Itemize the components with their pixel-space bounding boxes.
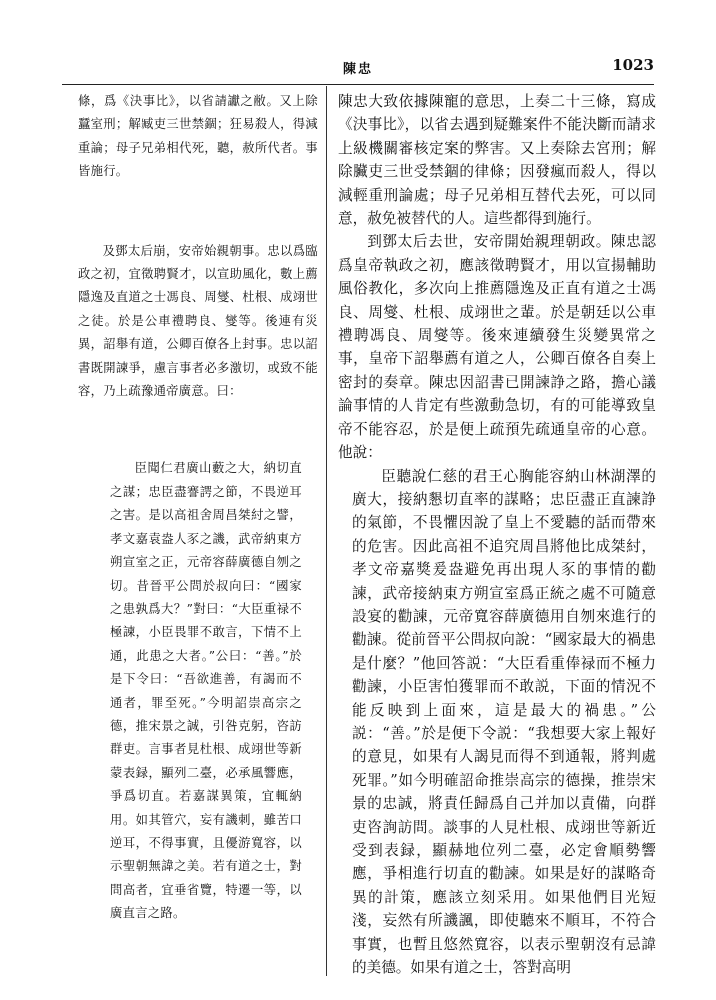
left-paragraph-1: 條，爲《決事比》，以省請讞之敝。又上除蠶室刑；解臧吏三世禁錮；狂易殺人，得減重論；母子兄弟相代死，聽，赦所代者。事皆施行。	[78, 94, 318, 179]
page-title: 陳忠	[342, 62, 373, 77]
header-rule	[62, 84, 654, 85]
left-column-classical-text	[78, 90, 318, 926]
left-paragraph-2: 及鄧太后崩，安帝始親朝事。忠以爲臨政之初，宜徵聘賢才，以宣助風化，數上薦隱逸及直道之士馮良、周燮、杜根、成翊世之徒。於是公車禮聘良、燮等。後連有災異，詔舉有道，公卿百僚各上封事。忠以詔書既開諫爭，慮言事者必多激切，或致不能容，乃上疏豫通帝廣意。曰：	[78, 243, 318, 399]
right-memorial-quote: 臣聽說仁慈的君王心胸能容納山林湖澤的廣大，接納懇切直率的謀略；忠臣盡正直諫諍的氣節，不畏懼因說了皇上不愛聽的話而帶來的危害。因此高祖不追究周昌將他比成桀紂，孝文帝嘉獎爰盎避免再出現人豕的事情的勸諫，武帝接納東方朔宣室爲正統之處不可隨意設宴的勸諫，元帝寬容薛廣德用自刎來進行的勸諫。從前晉平公問叔向說：“國家最大的禍患是什麼？”他回答説：“大臣看重俸禄而不極力勸諫，小臣害怕獲罪而不敢説，下面的情況不能反映到上面來，這是最大的禍患。”公説：“善。”於是便下令説：“我想要大家上報好的意見，如果有人謁見而得不到通報，將判處死罪。”如今明確詔命推崇高宗的德操，推崇宋景的忠誠，將責任歸爲自己并加以責備，向群吏咨詢訪問。談事的人見杜根、成翊世等新近受到表録，顯赫地位列二臺，必定會順勢響應，爭相進行切直的勸諫。如果是好的謀略奇異的計策，應該立刻采用。如果他們目光短淺，妄然有所譏諷，即使聽來不順耳，不符合事實，也暫且悠然寬容，以表示聖朝沒有忌諱的美德。如果有道之士，答對高明	[352, 467, 656, 977]
right-paragraph-2: 到鄧太后去世，安帝開始親理朝政。陳忠認爲皇帝執政之初，應該徵聘賢才，用以宣揚輔助風俗教化，多次向上推薦隱逸及正直有道之士馮良、周燮、杜根、成翊世之輩。於是朝廷以公車禮聘馮良、周燮等。後來連續發生災變異常之事，皇帝下詔舉薦有道之人，公卿百僚各自奏上密封的奏章。陳忠因詔書已開諫諍之路，擔心議論事情的人肯定有些激動急切，有的可能導致皇帝不能容忍，於是便上疏預先疏通皇帝的心意。他說：	[338, 233, 656, 462]
right-column-translation	[338, 90, 656, 979]
page-number: 1023	[612, 56, 654, 74]
left-memorial-quote: 臣聞仁君廣山藪之大，納切直之謀；忠臣盡謇諤之節，不畏逆耳之害。是以高祖舍周昌桀紂之譬，孝文嘉袁盎人豕之譏，武帝納東方朔宣室之正，元帝容薛廣德自刎之切。昔晉平公問於叔向曰：“國家之患孰爲大？”對曰：“大臣重禄不極諫，小臣畏罪不敢言，下情不上通，此患之大者。”公曰：“善。”於是下令曰：“吾欲進善，有謁而不通者，罪至死。”今明詔崇高宗之德，推宋景之誠，引咎克躬，咨訪群吏。言事者見杜根、成翊世等新蒙表録，顯列二臺，必承風響應，爭爲切直。若嘉謀異策，宜輒納用。如其管穴，妄有譏刺，雖苦口逆耳，不得事實，且優游寬容，以示聖朝無諱之美。若有道之士，對問高者，宜垂省覽，特遷一等，以廣直言之路。	[110, 461, 302, 921]
right-paragraph-1: 陳忠大致依據陳寵的意思，上奏二十三條，寫成《決事比》，以省去遇到疑難案件不能決斷而請求上級機關審核定案的弊害。又上奏除去宮刑；解除臟吏三世受禁錮的律條；因發瘋而殺人，得以減輕重刑論處；母子兄弟相互替代去死，可以同意，赦免被替代的人。這些都得到施行。	[338, 93, 656, 228]
page-header	[62, 56, 654, 80]
column-divider	[326, 86, 327, 976]
